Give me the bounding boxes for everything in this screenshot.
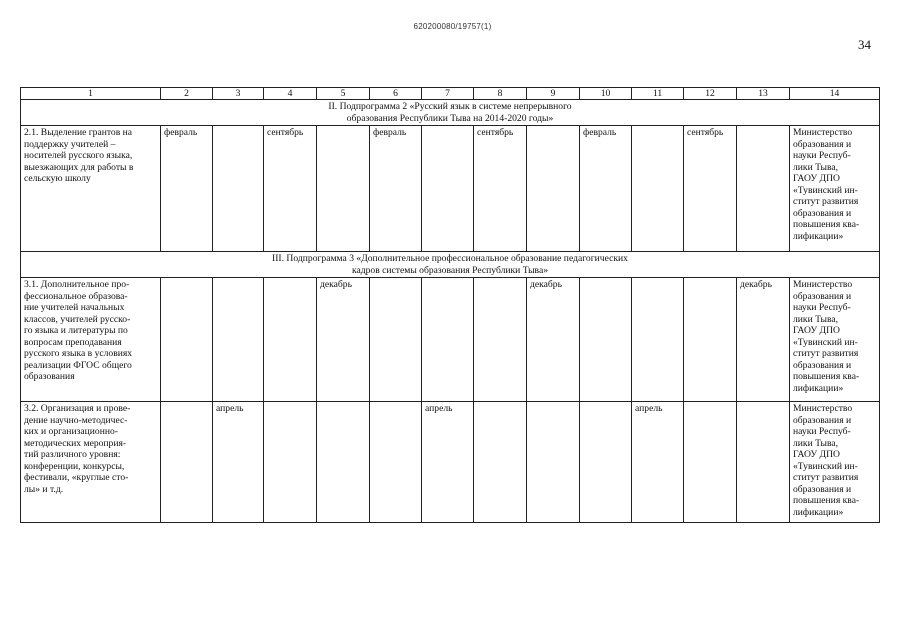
schedule-cell xyxy=(264,278,317,402)
schedule-cell: февраль xyxy=(370,126,422,252)
column-header: 5 xyxy=(317,88,370,100)
schedule-cell xyxy=(684,278,737,402)
subprogram-heading-line: III. Подпрограмма 3 «Дополнительное профессиональное образование педагогических xyxy=(272,253,628,264)
schedule-cell xyxy=(264,402,317,523)
schedule-cell xyxy=(317,402,370,523)
subprogram-heading-line: кадров системы образования Республики Тыва» xyxy=(351,264,548,276)
schedule-cell: февраль xyxy=(580,126,632,252)
subprogram-2-heading-row xyxy=(21,100,880,126)
schedule-cell: декабрь xyxy=(317,278,370,402)
schedule-cell xyxy=(474,278,527,402)
column-header: 10 xyxy=(580,88,632,100)
table-row xyxy=(21,278,880,402)
column-header: 14 xyxy=(790,88,880,100)
schedule-cell xyxy=(422,278,474,402)
schedule-cell xyxy=(580,278,632,402)
page-number: 34 xyxy=(858,37,871,52)
table-row xyxy=(21,402,880,523)
subprogram-heading-line: II. Подпрограмма 2 «Русский язык в системе непрерывного xyxy=(328,101,572,112)
schedule-cell: сентябрь xyxy=(264,126,317,252)
schedule-cell xyxy=(370,278,422,402)
schedule-cell: сентябрь xyxy=(474,126,527,252)
schedule-table xyxy=(20,87,880,523)
schedule-cell xyxy=(422,126,474,252)
column-number-row xyxy=(21,88,880,100)
responsible-party: Министерство образования и науки Респуб- лики Тыва, ГАОУ ДПО «Тувинский ин- ститут развития образования и повышения ква- лификации» xyxy=(790,126,880,252)
activity-name: 2.1. Выделение грантов на поддержку учителей – носителей русского языка, выезжающих для работы в сельскую школу xyxy=(21,126,161,252)
schedule-cell xyxy=(527,402,580,523)
column-header: 9 xyxy=(527,88,580,100)
schedule-cell xyxy=(317,126,370,252)
column-header: 2 xyxy=(161,88,213,100)
responsible-party: Министерство образования и науки Респуб- лики Тыва, ГАОУ ДПО «Тувинский ин- ститут развития образования и повышения ква- лификации» xyxy=(790,402,880,523)
schedule-cell: декабрь xyxy=(527,278,580,402)
schedule-cell: апрель xyxy=(213,402,264,523)
table-row xyxy=(21,126,880,252)
schedule-cell xyxy=(737,402,790,523)
subprogram-3-heading-row xyxy=(21,252,880,278)
column-header: 6 xyxy=(370,88,422,100)
column-header: 7 xyxy=(422,88,474,100)
schedule-cell xyxy=(527,126,580,252)
column-header: 1 xyxy=(21,88,161,100)
column-header: 3 xyxy=(213,88,264,100)
column-header: 4 xyxy=(264,88,317,100)
schedule-cell xyxy=(213,126,264,252)
schedule-cell: апрель xyxy=(422,402,474,523)
schedule-cell xyxy=(684,402,737,523)
schedule-cell xyxy=(213,278,264,402)
column-header: 12 xyxy=(684,88,737,100)
column-header: 13 xyxy=(737,88,790,100)
subprogram-heading-line: образования Республики Тыва на 2014-2020 годы» xyxy=(346,112,554,124)
schedule-cell xyxy=(632,126,684,252)
activity-name: 3.1. Дополнительное про- фессиональное образова- ние учителей начальных классов, учителей русско- го языка и литературы по вопросам преподавания русского языка в условиях реализации ФГОС общего образования xyxy=(21,278,161,402)
column-header: 11 xyxy=(632,88,684,100)
schedule-cell xyxy=(161,402,213,523)
schedule-cell xyxy=(737,126,790,252)
schedule-cell xyxy=(632,278,684,402)
schedule-cell xyxy=(161,278,213,402)
schedule-cell: сентябрь xyxy=(684,126,737,252)
responsible-party: Министерство образования и науки Респуб- лики Тыва, ГАОУ ДПО «Тувинский ин- ститут развития образования и повышения ква- лификации» xyxy=(790,278,880,402)
schedule-cell: декабрь xyxy=(737,278,790,402)
schedule-cell: апрель xyxy=(632,402,684,523)
subprogram-heading xyxy=(21,252,880,278)
schedule-cell xyxy=(474,402,527,523)
document-id: 620200080/19757(1) xyxy=(413,22,492,31)
schedule-cell xyxy=(580,402,632,523)
subprogram-heading xyxy=(21,100,880,126)
schedule-cell: февраль xyxy=(161,126,213,252)
schedule-cell xyxy=(370,402,422,523)
column-header: 8 xyxy=(474,88,527,100)
activity-name: 3.2. Организация и прове- дение научно-методичес- ких и организационно- методических мероприя- тий различного уровня: конференции, конкурсы, фестивали, «круглые сто- лы» и т.д. xyxy=(21,402,161,523)
